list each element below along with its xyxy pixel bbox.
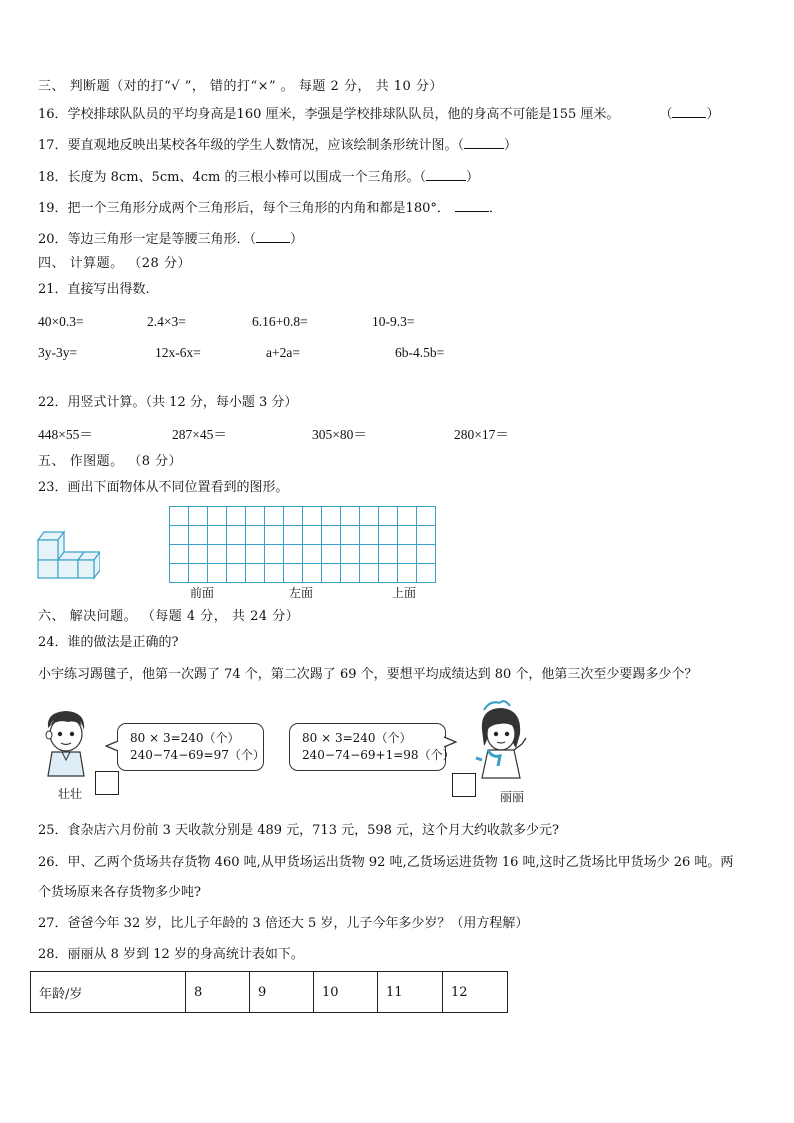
question-19: 19．把一个三角形分成两个三角形后，每个三角形的内角和都是180°． ． bbox=[38, 198, 502, 218]
drawing-grid[interactable] bbox=[169, 506, 437, 584]
bubble-line: 240−74−69=97（个） bbox=[130, 748, 265, 762]
answer-blank-16[interactable] bbox=[672, 104, 706, 118]
vertical-calc-item: 287×45＝ bbox=[172, 427, 227, 442]
calc-item: a+2a= bbox=[266, 345, 300, 360]
table-cell: 9 bbox=[250, 972, 314, 1013]
calc-item: 40×0.3= bbox=[38, 314, 84, 329]
answer-blank-18[interactable] bbox=[426, 167, 466, 181]
vertical-calc-item: 448×55＝ bbox=[38, 427, 93, 442]
question-20: 20．等边三角形一定是等腰三角形．（ ） bbox=[38, 229, 303, 249]
question-27-text: 27．爸爸今年 32 岁，比儿子年龄的 3 倍还大 5 岁，儿子今年多少岁？（用方程解） bbox=[38, 916, 529, 931]
question-19-text: 19．把一个三角形分成两个三角形后，每个三角形的内角和都是180°． bbox=[38, 201, 450, 216]
question-18-text: 18．长度为 8cm、5cm、4cm 的三根小棒可以围成一个三角形。（ bbox=[38, 170, 426, 185]
bubble-line: 80 × 3=240（个） bbox=[302, 731, 412, 745]
bubble-line: 80 × 3=240（个） bbox=[130, 731, 240, 745]
question-23-text: 23．画出下面物体从不同位置看到的图形。 bbox=[38, 480, 289, 495]
question-26-line1: 26．甲、乙两个货场共存货物 460 吨,从甲货场运出货物 92 吨,乙货场运进货物 16 吨,这时乙货场比甲货场少 26 吨。两 bbox=[38, 855, 734, 870]
question-22-text: 22．用竖式计算。（共 12 分，每小题 3 分） bbox=[38, 395, 298, 410]
calc-item: 6b-4.5b= bbox=[395, 345, 445, 360]
question-28-text: 28．丽丽从 8 岁到 12 岁的身高统计表如下。 bbox=[38, 947, 304, 962]
section-4-title: 四、 计算题。 （28 分） bbox=[38, 256, 191, 271]
question-16-text: 16．学校排球队队员的平均身高是160 厘米，李强是学校排球队队员，他的身高不可能是155 厘米。 bbox=[38, 107, 620, 122]
bubble-line: 240−74−69+1=98（个） bbox=[302, 748, 455, 762]
calc-item: 6.16+0.8= bbox=[252, 314, 308, 329]
calc-item: 12x-6x= bbox=[155, 345, 201, 360]
table-cell: 12 bbox=[443, 972, 508, 1013]
answer-checkbox-zhuangzhuang[interactable] bbox=[95, 771, 119, 795]
cube-stack-figure bbox=[36, 528, 100, 580]
calc-item: 10-9.3= bbox=[372, 314, 415, 329]
question-17-text: 17．要直观地反映出某校各年级的学生人数情况，应该绘制条形统计图。（ bbox=[38, 138, 465, 153]
grid-label-front: 前面 bbox=[190, 586, 215, 600]
question-21-text: 21．直接写出得数. bbox=[38, 282, 150, 297]
question-16: 16．学校排球队队员的平均身高是160 厘米，李强是学校排球队队员，他的身高不可能是155 厘米。 （ ） bbox=[38, 104, 719, 124]
table-header-age: 年龄/岁 bbox=[31, 972, 186, 1013]
vertical-calc-item: 305×80＝ bbox=[312, 427, 367, 442]
speech-bubble-lili bbox=[289, 723, 455, 771]
question-26-line2: 个货场原来各存货物多少吨? bbox=[38, 885, 201, 900]
question-24-text: 24．谁的做法是正确的? bbox=[38, 635, 179, 650]
speech-bubble-zhuangzhuang bbox=[117, 723, 264, 771]
question-24-problem: 小宇练习踢毽子，他第一次踢了 74 个，第二次踢了 69 个，要想平均成绩达到 80 个，他第三次至少要踢多少个？ bbox=[38, 667, 698, 682]
question-17: 17．要直观地反映出某校各年级的学生人数情况，应该绘制条形统计图。（ ） bbox=[38, 135, 517, 155]
character-name-zhuangzhuang: 壮壮 bbox=[58, 787, 83, 801]
vertical-calc-item: 280×17＝ bbox=[454, 427, 509, 442]
question-18: 18．长度为 8cm、5cm、4cm 的三根小棒可以围成一个三角形。（ ） bbox=[38, 167, 479, 187]
answer-blank-19[interactable] bbox=[455, 198, 489, 212]
section-6-title: 六、 解决问题。 （每题 4 分， 共 24 分） bbox=[38, 609, 300, 624]
height-table bbox=[30, 971, 508, 1013]
boy-character-illustration bbox=[38, 708, 94, 788]
grid-label-top: 上面 bbox=[392, 586, 417, 600]
bubble-tail bbox=[105, 740, 119, 752]
bubble-tail bbox=[443, 736, 457, 748]
table-cell: 8 bbox=[186, 972, 250, 1013]
calc-item: 2.4×3= bbox=[147, 314, 186, 329]
table-cell: 11 bbox=[378, 972, 443, 1013]
answer-blank-20[interactable] bbox=[256, 229, 290, 243]
section-5-title: 五、 作图题。 （8 分） bbox=[38, 454, 183, 469]
table-row bbox=[31, 972, 508, 1013]
girl-character-illustration bbox=[470, 700, 532, 792]
question-25-text: 25．食杂店六月份前 3 天收款分别是 489 元，713 元，598 元，这个月大约收款多少元? bbox=[38, 823, 560, 838]
character-name-lili: 丽丽 bbox=[500, 790, 525, 804]
calc-item: 3y-3y= bbox=[38, 345, 78, 360]
section-3-title: 三、 判断题（对的打“√ ”， 错的打“×” 。 每题 2 分， 共 10 分） bbox=[38, 79, 443, 94]
question-20-text: 20．等边三角形一定是等腰三角形．（ bbox=[38, 232, 257, 247]
grid-label-left: 左面 bbox=[289, 586, 314, 600]
answer-blank-17[interactable] bbox=[464, 135, 504, 149]
table-cell: 10 bbox=[314, 972, 378, 1013]
